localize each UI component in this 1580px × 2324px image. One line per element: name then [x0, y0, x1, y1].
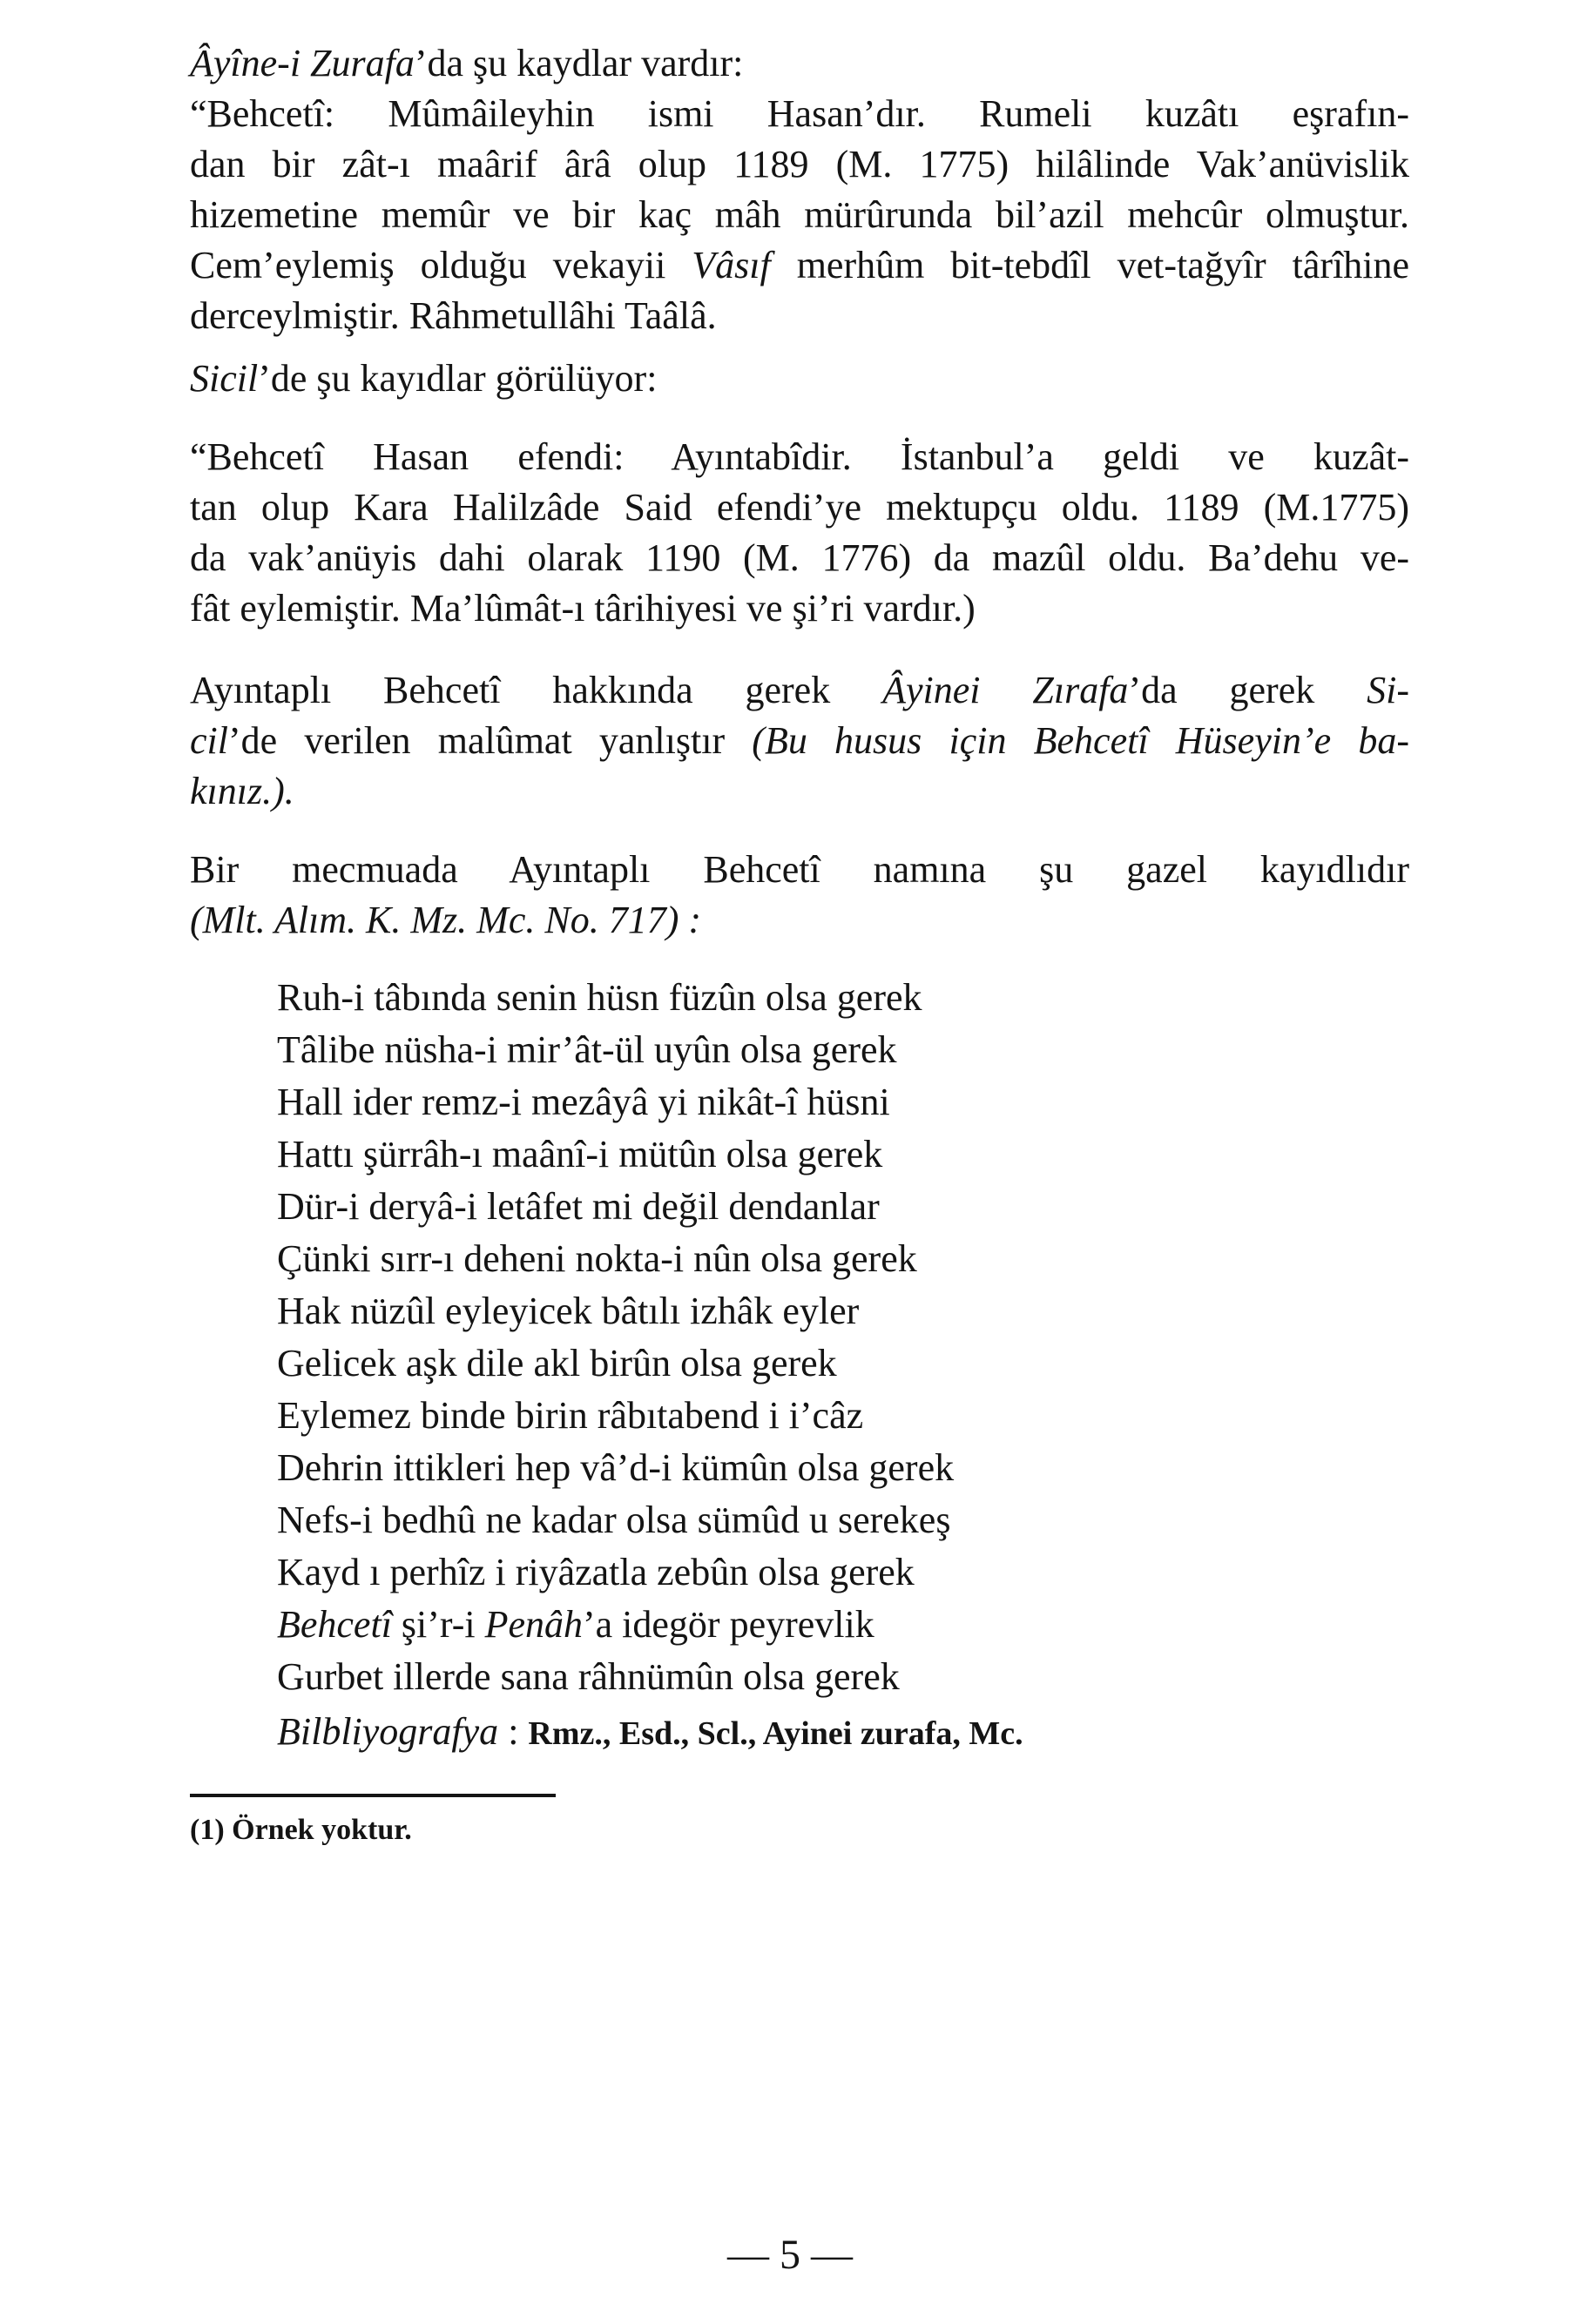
- text-line: [190, 665, 1409, 716]
- text-line: dan bir zât-ı maârif ârâ olup 1189 (M. 1775) hilâlinde Vak’anüvislik: [190, 143, 1409, 185]
- paragraph-quote: [190, 432, 1409, 634]
- poem-line: Gurbet illerde sana râhnümûn olsa gerek: [277, 1655, 900, 1698]
- paragraph-ayine-zurafa: [190, 38, 1409, 341]
- poem-line: Hak nüzûl eyleyicek bâtılı izhâk eyler: [277, 1290, 860, 1332]
- text-line: da vak’anüyis dahi olarak 1190 (M. 1776) da mazûl oldu. Ba’dehu ve-: [190, 536, 1409, 579]
- text-line: [190, 354, 1409, 404]
- poem-line: Tâlibe nüsha-i mir’ât-ül uyûn olsa gerek: [277, 1028, 897, 1071]
- poem-line: Dür-i deryâ-i letâfet mi değil dendanlar: [277, 1185, 880, 1228]
- poem-line: Eylemez binde birin râbıtabend i i’câz: [277, 1394, 864, 1437]
- italic-title: Si-: [1367, 669, 1409, 711]
- text-span: ’de şu kayıdlar görülüyor:: [258, 357, 658, 400]
- italic-title: Sicil: [190, 357, 259, 400]
- poem-line: Dehrin ittikleri hep vâ’d-i kümûn olsa gerek: [277, 1446, 955, 1489]
- text-span: ’de verilen malûmat yanlıştır: [227, 719, 753, 762]
- text-line: Bir mecmuada Ayıntaplı Behcetî namına şu gazel kayıdlıdır: [190, 848, 1409, 891]
- text-span: merhûm bit-tebdîl vet-tağyîr târîhine: [770, 244, 1410, 286]
- bibliography: [277, 1707, 1023, 1759]
- poem-line: Gelicek aşk dile akl birûn olsa gerek: [277, 1342, 837, 1384]
- italic-title: Âyîne-i Zurafa: [190, 42, 415, 84]
- bibliography-entries: Rmz., Esd., Scl., Ayinei zurafa, Mc.: [528, 1715, 1023, 1752]
- text-span: Ayıntaplı Behcetî hakkında gerek: [190, 669, 883, 711]
- poem-line: Nefs-i bedhû ne kadar olsa sümûd u serekeş: [277, 1499, 951, 1541]
- gazel-poem: [277, 972, 1235, 1703]
- poem-line: Kayd ı perhîz i riyâzatla zebûn olsa gerek: [277, 1551, 915, 1593]
- italic-name: Behcetî: [277, 1603, 392, 1646]
- poem-line: Ruh-i tâbında senin hüsn füzûn olsa gerek: [277, 976, 922, 1019]
- text-line: derceylmiştir. Râhmetullâhi Taâlâ.: [190, 294, 717, 337]
- text-span: Cem’eylemiş olduğu vekayii: [190, 244, 692, 286]
- text-span: şi’r-i: [391, 1603, 485, 1646]
- poem-line: Hall ider remz-i mezâyâ yi nikât-î hüsni: [277, 1081, 890, 1123]
- italic-name: Penâh: [484, 1603, 583, 1646]
- text-span: ’da gerek: [1128, 669, 1367, 711]
- poem-line: Çünki sırr-ı deheni nokta-i nûn olsa gerek: [277, 1237, 917, 1280]
- bibliography-label: Bilbliyografya: [277, 1710, 499, 1753]
- italic-title: Âyinei Zırafa: [882, 669, 1129, 711]
- paragraph-comment: [190, 665, 1409, 817]
- paragraph-mecmua: [190, 845, 1409, 946]
- text-line: [190, 716, 1409, 766]
- text-line: “Behcetî Hasan efendi: Ayıntabîdir. İstanbul’a geldi ve kuzât-: [190, 435, 1409, 478]
- text-line: [190, 38, 1409, 89]
- paragraph-sicil: [190, 354, 1409, 404]
- text-line: tan olup Kara Halilzâde Said efendi’ye mektupçu oldu. 1189 (M.1775): [190, 486, 1409, 529]
- text-line: kınız.).: [190, 770, 294, 812]
- text-line: “Behcetî: Mûmâileyhin ismi Hasan’dır. Rumeli kuzâtı eşrafın-: [190, 92, 1409, 135]
- italic-name: Vâsıf: [692, 244, 771, 286]
- text-line: hizemetine memûr ve bir kaç mâh mürûrunda bil’azil mehcûr olmuştur.: [190, 193, 1409, 236]
- footnote-rule: [190, 1794, 556, 1797]
- italic-title: cil: [190, 719, 228, 762]
- text-line: [190, 240, 1409, 291]
- text-span: ’a idegör peyrevlik: [582, 1603, 874, 1646]
- page-number: — 5 —: [727, 2232, 853, 2278]
- italic-note: (Bu husus için Behcetî Hüseyin’e ba-: [752, 719, 1409, 762]
- footnote: (1) Örnek yoktur.: [190, 1814, 412, 1846]
- text-span: ’da şu kaydlar vardır:: [414, 42, 744, 84]
- bibliography-separator: :: [498, 1710, 529, 1753]
- text-line: (Mlt. Alım. K. Mz. Mc. No. 717) :: [190, 899, 702, 941]
- poem-line: [277, 1599, 1235, 1651]
- poem-line: Hattı şürrâh-ı maânî-i mütûn olsa gerek: [277, 1133, 883, 1175]
- text-line: fât eylemiştir. Ma’lûmât-ı târihiyesi ve şi’ri vardır.): [190, 587, 976, 630]
